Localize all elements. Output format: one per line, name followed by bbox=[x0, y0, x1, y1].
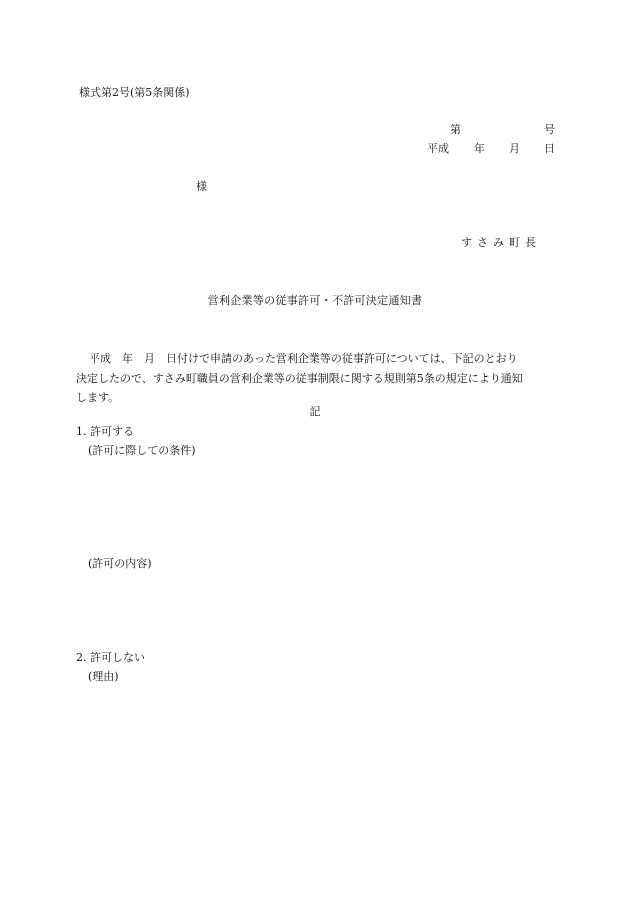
date-era: 平成 bbox=[427, 142, 449, 155]
form-number: 様式第2号(第5条関係) bbox=[79, 86, 190, 99]
item-1-contents: (許可の内容) bbox=[88, 557, 152, 570]
date-day: 日 bbox=[544, 142, 555, 155]
body-line-3: します。 bbox=[76, 391, 120, 404]
item-2-label: 2. 許可しない bbox=[76, 651, 145, 664]
date-month: 月 bbox=[509, 142, 520, 155]
item-1-label: 1. 許可する bbox=[76, 425, 134, 438]
item-2-reason: (理由) bbox=[88, 670, 119, 683]
date-year: 年 bbox=[474, 142, 485, 155]
document-title: 営利企業等の従事許可・不許可決定通知書 bbox=[207, 294, 423, 307]
sender-name: すさみ町長 bbox=[461, 236, 541, 249]
item-1-conditions: (許可に際しての条件) bbox=[88, 444, 196, 457]
ki-heading: 記 bbox=[309, 405, 321, 418]
addressee-honorific: 様 bbox=[196, 180, 207, 193]
number-suffix: 号 bbox=[544, 123, 555, 136]
body-line-1: 平成 年 月 日付けで申請のあった営利企業等の従事許可については、下記のとおり bbox=[89, 352, 518, 365]
body-text bbox=[76, 349, 558, 408]
body-line-2: 決定したので、すさみ町職員の営利企業等の従事制限に関する規則第5条の規定により通知 bbox=[76, 371, 523, 385]
number-prefix: 第 bbox=[450, 123, 461, 136]
